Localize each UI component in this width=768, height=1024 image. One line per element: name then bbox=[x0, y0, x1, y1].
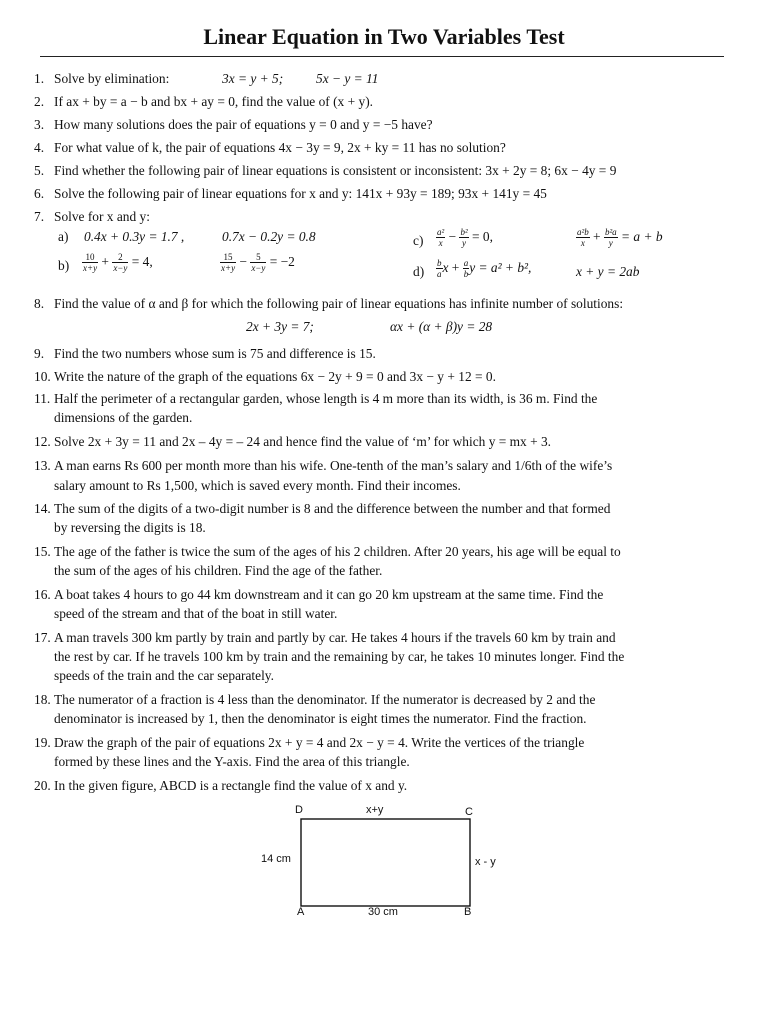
top-side-label: x+y bbox=[366, 804, 384, 816]
fraction: $\frac{\text{b²a}}{y}$ bbox=[604, 227, 617, 249]
vertex-c-label: C bbox=[465, 806, 473, 818]
question-1: 1. Solve by elimination: bbox=[34, 71, 170, 86]
question-16-cont: speed of the stream and that of the boat in still water. bbox=[54, 606, 338, 621]
question-8: 8. Find the value of α and β for which the following pair of linear equations has infinite number of solutions: bbox=[34, 296, 624, 311]
fraction: $\frac{2}{x-y}$ bbox=[113, 252, 128, 274]
q8-equation-1: 2x + 3y = 7; bbox=[246, 319, 314, 334]
question-14-cont: by reversing the digits is 18. bbox=[54, 520, 206, 535]
question-2: 2. If ax + by = a − b and bx + ay = 0, find the value of (x + y). bbox=[34, 94, 373, 109]
page-title: Linear Equation in Two Variables Test bbox=[203, 24, 565, 49]
fraction: $\frac{\text{a²b}}{x}$ bbox=[577, 227, 589, 249]
vertex-b-label: B bbox=[464, 906, 472, 918]
bottom-side-label: 30 cm bbox=[368, 906, 398, 918]
question-10: 10. Write the nature of the graph of the equations 6x − 2y + 9 = 0 and 3x − y + 12 = 0. bbox=[34, 369, 496, 384]
question-19-cont: formed by these lines and the Y-axis. Find the area of this triangle. bbox=[54, 754, 410, 769]
fraction: $\frac{5}{x-y}$ bbox=[251, 252, 266, 274]
q7c-label: c) bbox=[413, 233, 424, 248]
q7d-equation-1: $\frac{b}{a}$ x + $\frac{a}{b}$ y = a² + b², bbox=[437, 258, 532, 280]
question-15-cont: the sum of the ages of his children. Find the age of the father. bbox=[54, 563, 383, 578]
question-5: 5. Find whether the following pair of linear equations is consistent or inconsistent: 3x + 2y = 8; 6x − 4y = 9 bbox=[34, 163, 617, 178]
question-17: 17. A man travels 300 km partly by train and partly by car. He takes 4 hours if the travels 60 km by train and bbox=[34, 630, 616, 645]
q7b-equation-1: $\frac{10}{x+y}$ + $\frac{2}{x-y}$ = 4, bbox=[83, 252, 153, 274]
q7a-equation-1: 0.4x + 0.3y = 1.7 , bbox=[84, 229, 185, 244]
fraction: $\frac{\text{b²}}{y}$ bbox=[460, 227, 468, 249]
fraction: $\frac{a}{b}$ bbox=[463, 258, 469, 280]
question-17-cont-2: speeds of the train and the car separately. bbox=[54, 668, 274, 683]
question-11: 11. Half the perimeter of a rectangular garden, whose length is 4 m more than its width, is 36 m. Find the bbox=[34, 391, 598, 406]
fraction: $\frac{b}{a}$ bbox=[437, 258, 442, 280]
question-19: 19. Draw the graph of the pair of equations 2x + y = 4 and 2x − y = 4. Write the vertices of the triangle bbox=[34, 735, 585, 750]
question-15: 15. The age of the father is twice the sum of the ages of his 2 children. After 20 years, his age will be equal to bbox=[34, 544, 621, 559]
vertex-a-label: A bbox=[297, 906, 305, 918]
question-9: 9. Find the two numbers whose sum is 75 and difference is 15. bbox=[34, 346, 376, 361]
right-side-label: x - y bbox=[475, 856, 496, 868]
left-side-label: 14 cm bbox=[261, 853, 291, 865]
question-6: 6. Solve the following pair of linear equations for x and y: 141x + 93y = 189; 93x + 141y = 45 bbox=[34, 186, 547, 201]
fraction: $\frac{\text{a²}}{x}$ bbox=[437, 227, 445, 249]
fraction: $\frac{15}{x+y}$ bbox=[221, 252, 236, 274]
rectangle-abcd bbox=[301, 819, 470, 906]
question-12: 12. Solve 2x + 3y = 11 and 2x – 4y = – 24 and hence find the value of ‘m’ for which y = mx + 3. bbox=[34, 434, 552, 449]
q1-equation-2: 5x − y = 11 bbox=[316, 71, 379, 86]
question-1-text: Solve by elimination: bbox=[54, 71, 170, 86]
question-11-cont: dimensions of the garden. bbox=[54, 410, 193, 425]
q7a-label: a) bbox=[58, 229, 69, 244]
question-13-cont: salary amount to Rs 1,500, which is saved every month. Find their incomes. bbox=[54, 478, 461, 493]
fraction: $\frac{10}{x+y}$ bbox=[83, 252, 98, 274]
vertex-d-label: D bbox=[295, 804, 303, 816]
q7a-equation-2: 0.7x − 0.2y = 0.8 bbox=[222, 229, 316, 244]
q8-equation-2: αx + (α + β)y = 28 bbox=[390, 319, 493, 334]
q7b-label: b) bbox=[58, 258, 70, 273]
q7d-label: d) bbox=[413, 264, 425, 279]
question-13: 13. A man earns Rs 600 per month more than his wife. One-tenth of the man’s salary and 1/6th of the wife’s bbox=[34, 458, 613, 473]
question-7: 7. Solve for x and y: bbox=[34, 209, 150, 224]
question-14: 14. The sum of the digits of a two-digit number is 8 and the difference between the number and that formed bbox=[34, 501, 611, 516]
q7c-equation-2: $\frac{\text{a²b}}{x}$ + $\frac{\text{b²a}}{y}$ = a + b bbox=[577, 227, 663, 249]
question-18: 18. The numerator of a fraction is 4 less than the denominator. If the numerator is decreased by 2 and the bbox=[34, 692, 596, 707]
question-3: 3. How many solutions does the pair of equations y = 0 and y = −5 have? bbox=[34, 117, 433, 132]
q7b-equation-2: $\frac{15}{x+y}$ − $\frac{5}{x-y}$ = −2 bbox=[221, 252, 295, 274]
question-16: 16. A boat takes 4 hours to go 44 km downstream and it can go 20 km upstream at the same time. Find the bbox=[34, 587, 604, 602]
question-4: 4. For what value of k, the pair of equations 4x − 3y = 9, 2x + ky = 11 has no solution? bbox=[34, 140, 506, 155]
q7d-equation-2: x + y = 2ab bbox=[576, 264, 640, 279]
question-17-cont-1: the rest by car. If he travels 100 km by train and the remaining by car, he takes 10 minutes longer. Find the bbox=[54, 649, 625, 664]
q7c-equation-1: $\frac{\text{a²}}{x}$ − $\frac{\text{b²}}{y}$ = 0, bbox=[437, 227, 493, 249]
question-18-cont: denominator is increased by 1, then the denominator is eight times the numerator. Find the fraction. bbox=[54, 711, 587, 726]
q1-equation-1: 3x = y + 5; bbox=[222, 71, 284, 86]
question-20: 20. In the given figure, ABCD is a rectangle find the value of x and y. bbox=[34, 778, 408, 793]
